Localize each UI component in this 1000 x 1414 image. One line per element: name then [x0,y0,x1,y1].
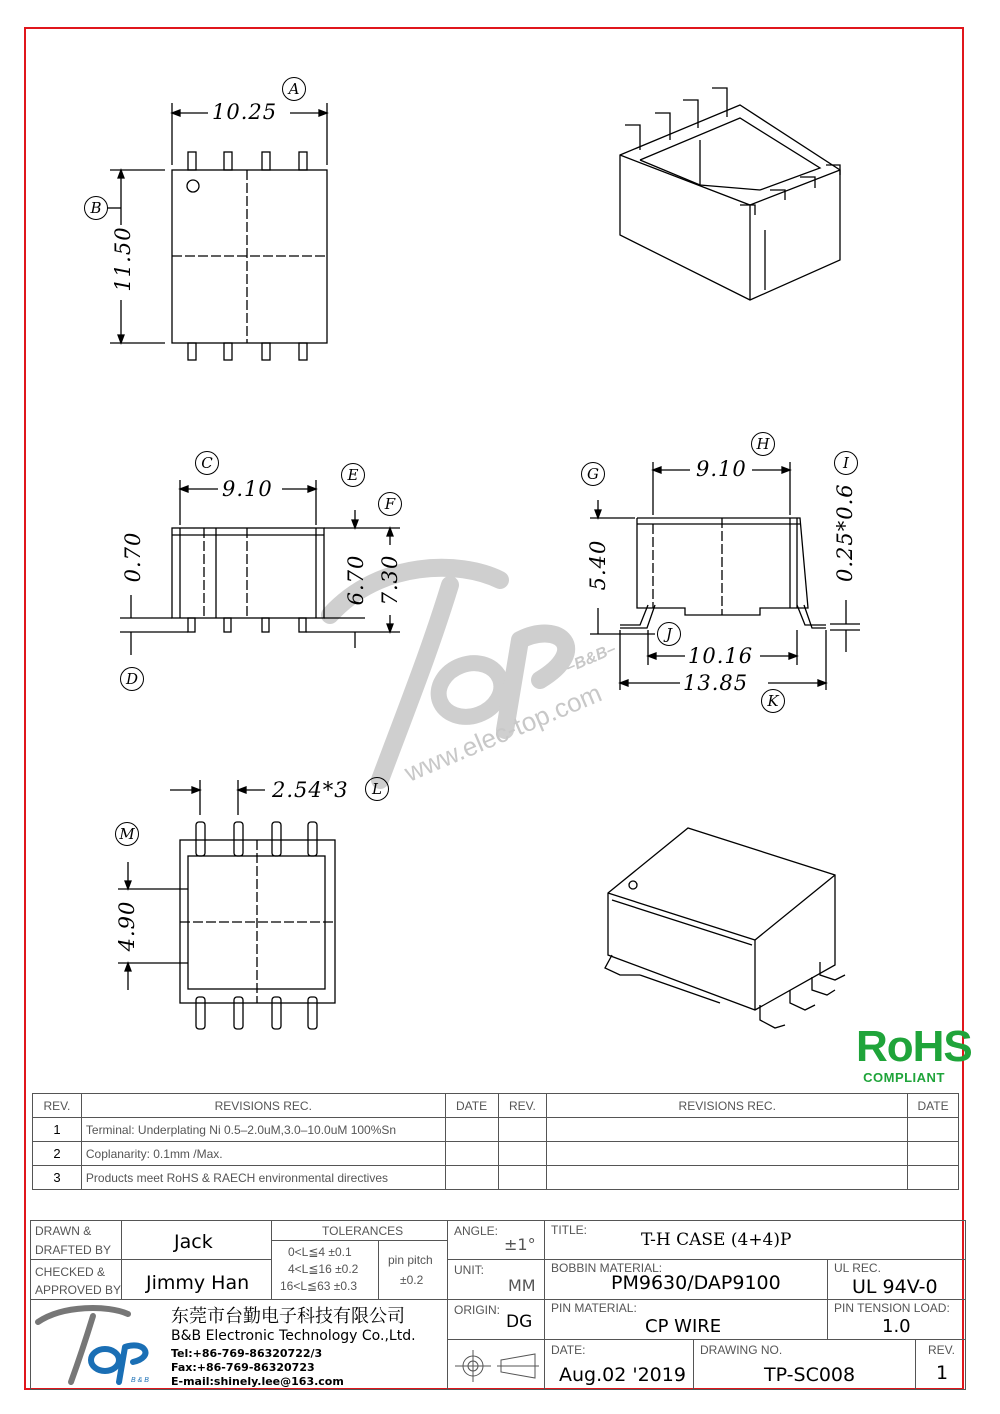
tension-label: PIN TENSION LOAD: [834,1301,950,1315]
iso-open-case [620,88,840,300]
rohs-title: RoHS [856,1022,972,1071]
top-view [107,103,327,360]
origin-label: ORIGIN: [454,1303,501,1317]
pin-material-label: PIN MATERIAL: [551,1301,637,1315]
unit-label: UNIT: [454,1263,484,1277]
rev-empty [547,1118,908,1142]
dim-side-670: 6.70 [344,554,368,606]
bobbin-cell [544,1259,828,1300]
callout-m: M [115,822,139,846]
iso-closed-case [605,828,845,1028]
watermark-brand: –B&B– [563,640,619,677]
angle-value: ±1° [504,1235,536,1254]
dim-top-width: 10.25 [212,100,278,124]
angle-cell [447,1220,545,1260]
projection-cell [447,1339,545,1390]
dim-front-540: 5.40 [586,539,610,591]
company-cn: 东莞市台勤电子科技有限公司 [171,1306,405,1327]
date-label: DATE: [551,1343,586,1357]
drawn-value: Jack [174,1231,213,1253]
ul-value: UL 94V-0 [852,1276,938,1298]
drawing-no-cell [693,1339,916,1390]
table-row [33,1118,959,1142]
rev-value: 1 [936,1362,949,1384]
pin-material-value: CP WIRE [645,1316,722,1337]
watermark-url: www.elec-top.com [400,677,606,788]
rohs-subtitle: COMPLIANT [863,1070,945,1085]
date-header-2: DATE [908,1094,959,1118]
drawing-no-label: DRAWING NO. [700,1343,783,1357]
callout-j: J [657,622,681,646]
rev-empty [498,1142,547,1166]
dim-front-025: 0.25*0.6 [833,483,857,582]
rev-number: 2 [33,1142,82,1166]
dim-side-070: 0.70 [121,531,145,583]
tol-1: 0<L≦4 ±0.1 [288,1245,352,1259]
ul-cell [827,1259,966,1300]
origin-value: DG [506,1312,533,1332]
pin-pitch-label: pin pitch [388,1253,433,1267]
callout-c: C [195,451,219,475]
dim-front-width: 9.10 [696,457,747,481]
ul-label: UL REC. [834,1261,881,1275]
checked-value: Jimmy Han [146,1272,250,1294]
callout-b: B [84,196,108,220]
company-logo [33,1302,161,1388]
callout-k: K [761,689,785,713]
dim-side-730: 7.30 [378,554,402,606]
rev-number: 1 [33,1118,82,1142]
bobbin-label: BOBBIN MATERIAL: [551,1261,663,1275]
dim-top-height: 11.50 [111,226,135,292]
company-en: B&B Electronic Technology Co.,Ltd. [171,1328,416,1344]
rev-empty [908,1118,959,1142]
callout-a: A [282,77,306,101]
rev-empty [547,1166,908,1190]
revisions-header-2: REVISIONS REC. [547,1094,908,1118]
projection-symbol-icon [453,1348,541,1384]
tolerances-label: TOLERANCES [322,1224,404,1238]
bobbin-value: PM9630/DAP9100 [611,1272,781,1294]
rev-text: Terminal: Underplating Ni 0.5–2.0uM,3.0–10.0uM 100%Sn [81,1118,445,1142]
pin-pitch-value: ±0.2 [400,1273,424,1287]
dim-side-width: 9.10 [222,477,273,501]
tol-3: 16<L≦63 ±0.3 [280,1279,358,1293]
tension-value: 1.0 [882,1316,911,1337]
rev-empty [908,1142,959,1166]
date-cell [544,1339,694,1390]
table-row [33,1142,959,1166]
company-fax: Fax:+86-769-86320723 [171,1361,315,1374]
company-tel: Tel:+86-769-86320722/3 [171,1347,323,1360]
table-row [33,1166,959,1190]
pin-material-cell [544,1299,828,1340]
origin-cell [447,1299,545,1340]
rev-date [445,1166,498,1190]
tol-2: 4<L≦16 ±0.2 [288,1262,359,1276]
rev-date [445,1142,498,1166]
drawn-value-cell [121,1220,272,1260]
title-label: TITLE: [551,1223,588,1237]
dim-pitch: 2.54*3 [272,778,349,802]
rev-date [445,1118,498,1142]
rev-empty [908,1166,959,1190]
rev-text: Products meet RoHS & RAECH environmental directives [81,1166,445,1190]
title-block [30,1220,966,1390]
callout-g: G [581,462,605,486]
unit-value: MM [508,1276,536,1295]
date-value: Aug.02 '2019 [559,1364,686,1386]
callout-e: E [341,463,365,487]
tension-cell [827,1299,966,1340]
rev-text: Coplanarity: 0.1mm /Max. [81,1142,445,1166]
rev-empty [547,1142,908,1166]
drawing-no-value: TP-SC008 [764,1364,856,1386]
callout-i: I [834,451,858,475]
company-cell [30,1299,448,1390]
rev-header-2: REV. [498,1094,547,1118]
dim-front-1016: 10.16 [688,644,754,668]
company-email: E-mail:shinely.lee@163.com [171,1375,344,1388]
rev-empty [498,1118,547,1142]
callout-f: F [378,492,402,516]
pad-view [118,780,335,1029]
rohs-badge [856,1022,972,1085]
tolerances-cell [271,1220,448,1300]
callout-h: H [751,432,775,456]
unit-cell [447,1259,545,1300]
date-header: DATE [445,1094,498,1118]
angle-label: ANGLE: [454,1224,499,1238]
dim-pad-490: 4.90 [115,900,139,952]
revisions-header: REVISIONS REC. [81,1094,445,1118]
checked-label: CHECKED & APPROVED BY [35,1265,122,1297]
title-cell [544,1220,966,1260]
drawn-cell [30,1220,122,1260]
logo-bb-text: B & B [131,1377,149,1384]
revisions-table [32,1093,959,1190]
callout-d: D [120,667,144,691]
checked-value-cell [121,1259,272,1300]
rev-number: 3 [33,1166,82,1190]
rev-empty [498,1166,547,1190]
title-value: T-H CASE (4+4)P [641,1230,792,1250]
callout-l: L [365,777,389,801]
rev-label: REV. [928,1343,955,1357]
rev-cell [915,1339,966,1390]
drawn-label: DRAWN & DRAFTED BY [35,1224,112,1257]
checked-cell [30,1259,122,1300]
rev-header: REV. [33,1094,82,1118]
dim-front-1385: 13.85 [683,671,749,695]
